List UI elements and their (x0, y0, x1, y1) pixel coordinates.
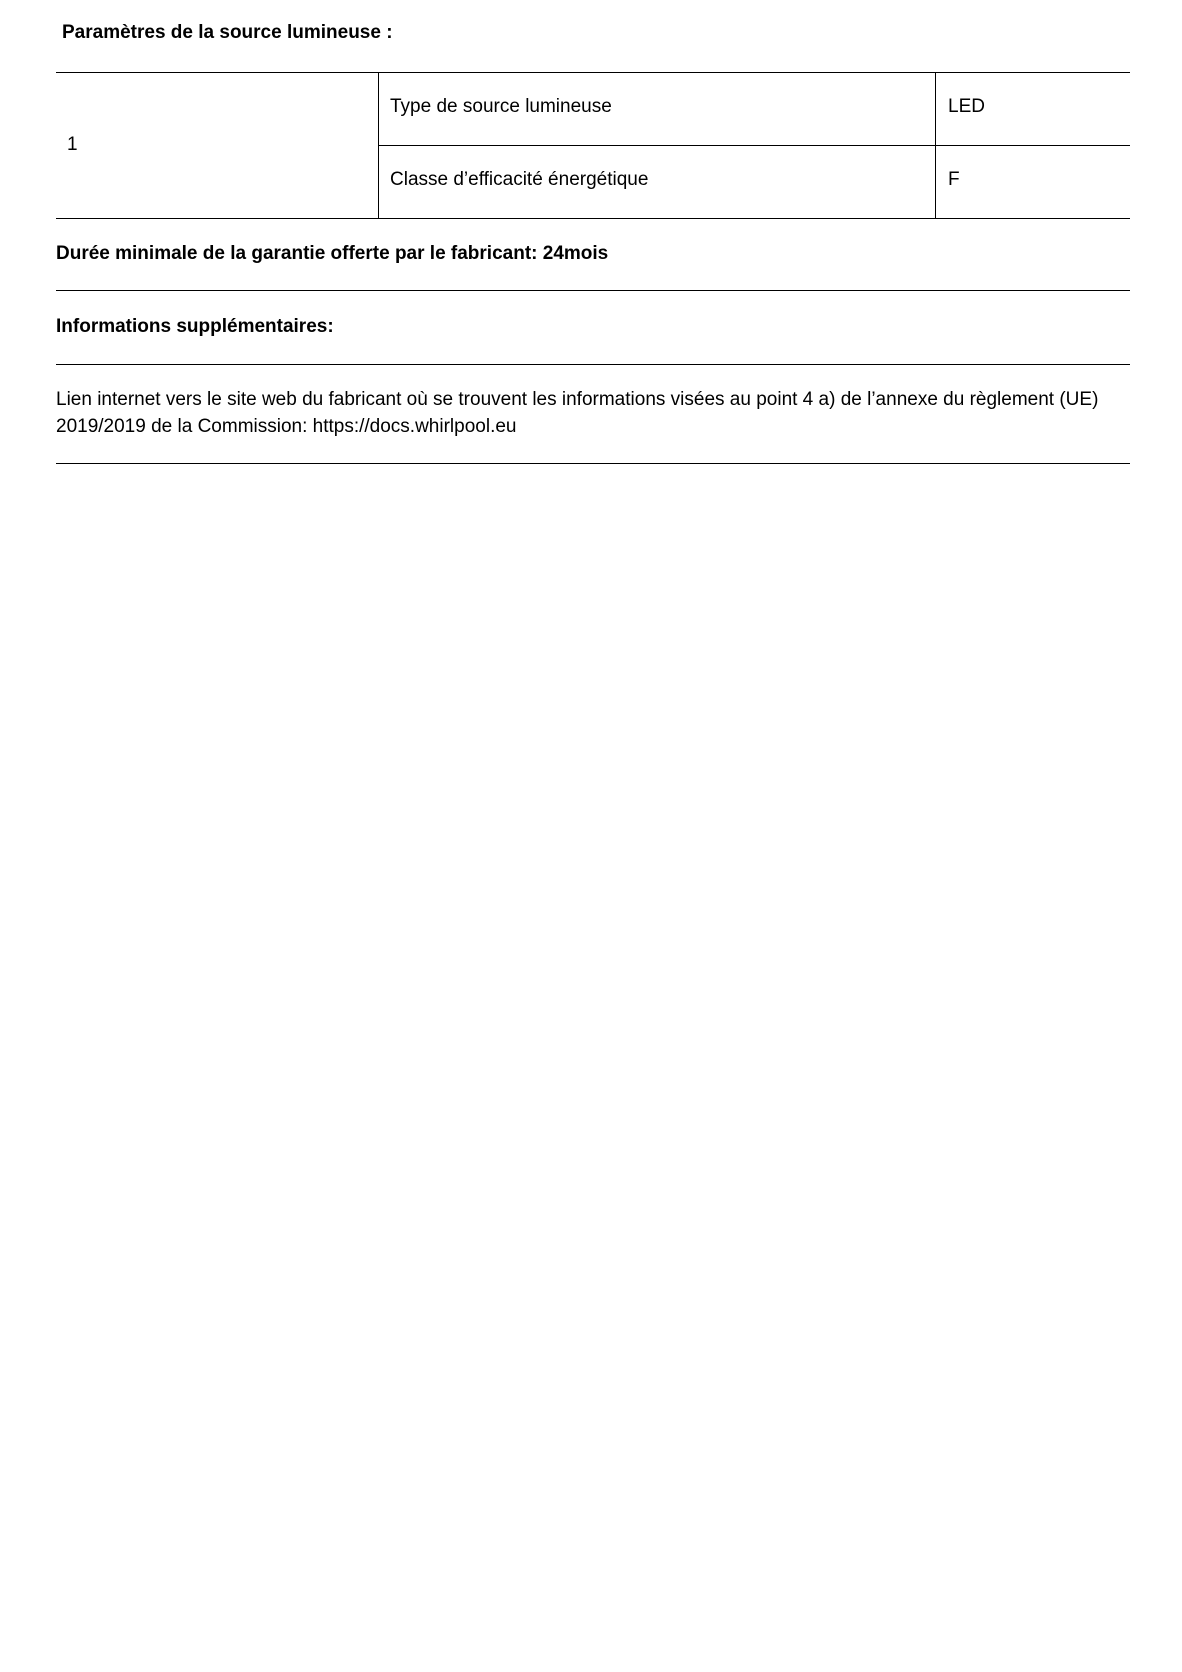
section-divider (56, 364, 1130, 365)
table-row-label: Type de source lumineuse (390, 96, 612, 117)
additional-info-heading: Informations supplémentaires: (56, 316, 334, 337)
table-bottom-border (56, 218, 1130, 219)
table-row-label: Classe d’efficacité énergétique (390, 169, 649, 190)
warranty-statement: Durée minimale de la garantie offerte par le fabricant: 24mois (56, 243, 609, 264)
table-row-value: F (948, 169, 960, 190)
page-heading: Paramètres de la source lumineuse : (62, 22, 393, 43)
additional-info-text: Lien internet vers le site web du fabricant où se trouvent les informations visées au point 4 a) de l’annexe du règlement (UE) 2019/2019 de la Commission: https://docs.whirlpool.eu (56, 389, 1099, 437)
section-divider (56, 463, 1130, 464)
table-top-border (56, 72, 1130, 73)
table-row-value: LED (948, 96, 985, 117)
table-index-cell: 1 (67, 134, 78, 155)
section-divider (56, 290, 1130, 291)
table-row-divider (378, 145, 1130, 146)
